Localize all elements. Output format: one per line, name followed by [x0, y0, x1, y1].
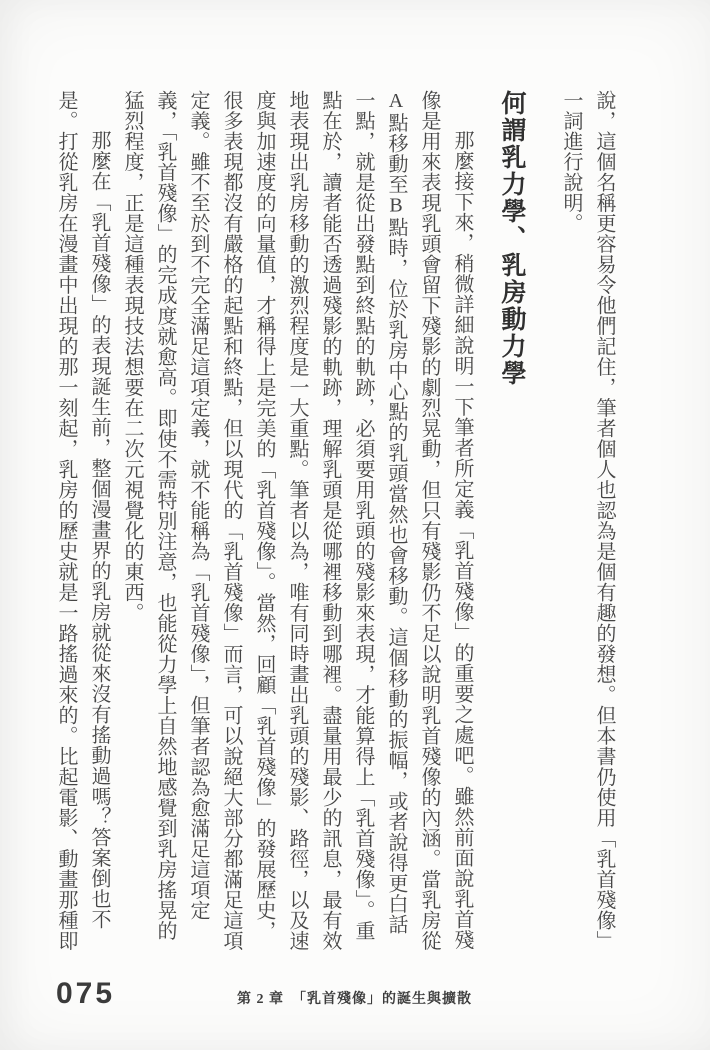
paragraph-continuation: 說，這個名稱更容易令他們記住，筆者個人也認為是個有趣的發想。但本書仍使用「乳首殘像」一詞進行說明。	[560, 90, 615, 951]
paragraph: 那麼接下來，稍微詳細說明一下筆者所定義「乳首殘像」的重要之處吧。雖然前面說乳首殘像是用來表現乳頭會留下殘影的劇烈晃動，但只有殘影仍不足以說明乳首殘像的內涵。當乳房從A點移動至B點時，位於乳房中心點的乳頭當然也會移動。這個移動的振幅，或者說得更白話一點，就是從出發點到終點的軌跡，必須要用乳頭的殘影來表現，才能算得上「乳首殘像」。重點在於，讀者能否透過殘影的軌跡，理解乳頭是從哪裡移動到哪裡。盡量用最少的訊息，最有效地表現出乳房移動的激烈程度是一大重點。筆者以為，唯有同時畫出乳頭的殘影、路徑，以及速度與加速度的向量值，才稱得上是完美的「乳首殘像」。當然，回顧「乳首殘像」的發展歷史，很多表現都沒有嚴格的起點和終點，但以現代的「乳首殘像」而言，可以說絕大部分都滿足這項定義。雖不至於到不完全滿足這項定義，就不能稱為「乳首殘像」，但筆者認為愈滿足這項定義，「乳首殘像」的完成度就愈高。即使不需特別注意，也能從力學上自然地感覺到乳房搖晃的猛烈程度，正是這種表現技法想要在二次元視覺化的東西。	[121, 90, 473, 951]
paragraph: 那麼在「乳首殘像」的表現誕生前，整個漫畫界的乳房就從來沒有搖動過嗎？答案倒也不是。打從乳房在漫畫中出現的那一刻起，乳房的歷史就是一路搖過來的。比起電影、動畫那種即	[55, 90, 110, 951]
page-footer	[0, 975, 710, 1015]
vertical-text-area	[49, 90, 620, 954]
footer-chapter-title: 第 2 章 「乳首殘像」的誕生與擴散	[237, 992, 472, 1007]
section-heading: 何謂乳力學、乳房動力學	[498, 90, 525, 387]
page-number: 075	[56, 977, 116, 1010]
